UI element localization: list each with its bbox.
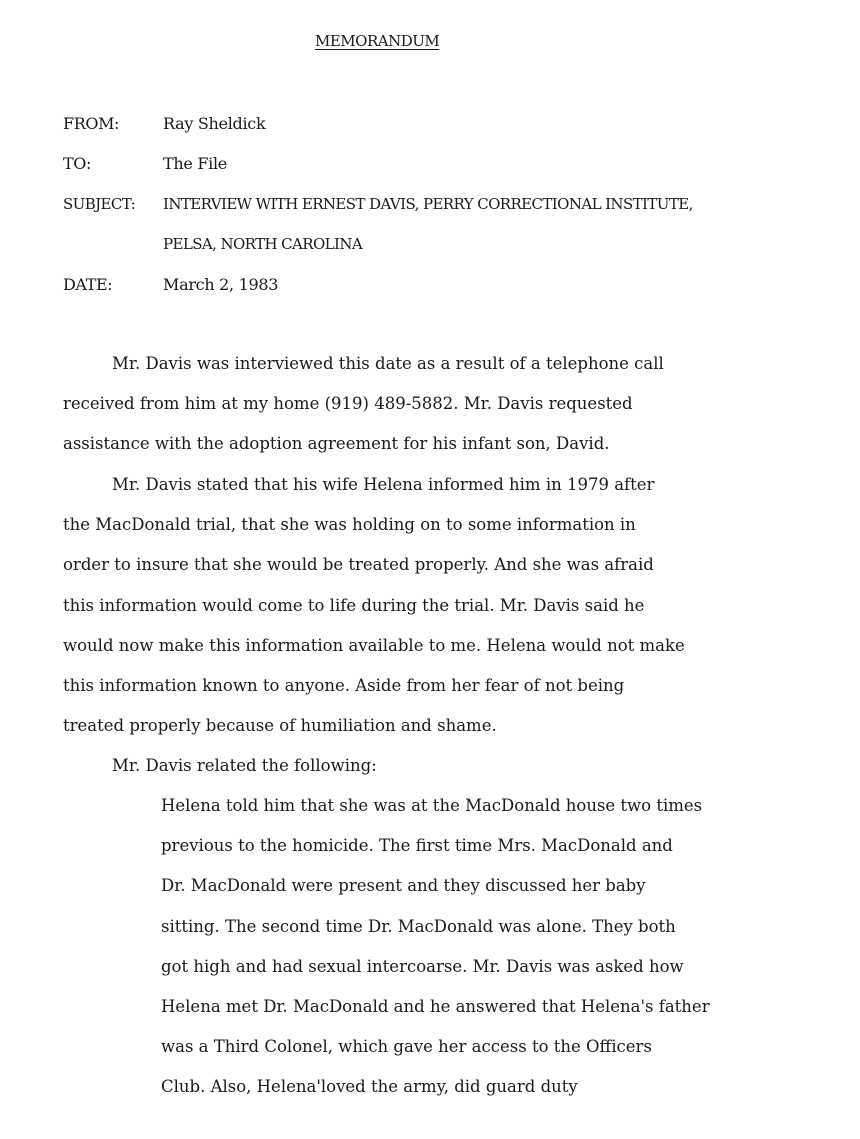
paragraph-2-line: Mr. Davis stated that his wife Helena informed him in 1979 after: [112, 475, 655, 494]
date-value: March 2, 1983: [163, 275, 279, 294]
paragraph-4: [161, 786, 710, 1108]
paragraph-3-line: Mr. Davis related the following:: [112, 756, 377, 775]
paragraph-1-line: Mr. Davis was interviewed this date as a result of a telephone call: [112, 354, 664, 373]
paragraph-2-line: this information would come to life during the trial. Mr. Davis said he: [63, 595, 645, 615]
paragraph-2-line: would now make this information available to me. Helena would not make: [63, 635, 685, 655]
paragraph-2-line: the MacDonald trial, that she was holding on to some information in: [63, 515, 636, 535]
paragraph-4-line: Dr. MacDonald were present and they discussed her baby: [161, 876, 646, 896]
paragraph-1-line: received from him at my home (919) 489-5882. Mr. Davis requested: [63, 394, 633, 414]
subject-line-2: PELSA, NORTH CAROLINA: [163, 235, 363, 253]
from-label: FROM:: [63, 114, 120, 133]
paragraph-4-line: Helena met Dr. MacDonald and he answered that Helena's father: [161, 997, 710, 1017]
paragraph-1-line: assistance with the adoption agreement for his infant son, David.: [63, 434, 610, 454]
paragraph-2-line: treated properly because of humiliation and shame.: [63, 716, 497, 736]
paragraph-2-line: this information known to anyone. Aside from her fear of not being: [63, 676, 625, 696]
to-label: TO:: [63, 154, 91, 173]
paragraph-4-line: sitting. The second time Dr. MacDonald was alone. They both: [161, 916, 676, 936]
paragraph-4-line: was a Third Colonel, which gave her access to the Officers: [161, 1037, 652, 1057]
paragraph-4-line: Club. Also, Helena'loved the army, did guard duty: [161, 1077, 578, 1097]
subject-line-1: INTERVIEW WITH ERNEST DAVIS, PERRY CORRECTIONAL INSTITUTE,: [163, 195, 693, 213]
to-value: The File: [163, 154, 227, 173]
paragraph-2-line: order to insure that she would be treated properly. And she was afraid: [63, 555, 654, 575]
paragraph-4-line: Helena told him that she was at the MacDonald house two times: [161, 796, 703, 815]
paragraph-1: [63, 344, 664, 465]
date-label: DATE:: [63, 275, 113, 294]
paragraph-4-line: previous to the homicide. The first time Mrs. MacDonald and: [161, 836, 673, 856]
paragraph-3: [112, 746, 377, 786]
from-value: Ray Sheldick: [163, 114, 266, 133]
paragraph-4-line: got high and had sexual intercoarse. Mr. Davis was asked how: [161, 956, 684, 976]
subject-label: SUBJECT:: [63, 195, 136, 213]
memo-title: MEMORANDUM: [315, 32, 440, 50]
paragraph-2: [63, 465, 685, 746]
